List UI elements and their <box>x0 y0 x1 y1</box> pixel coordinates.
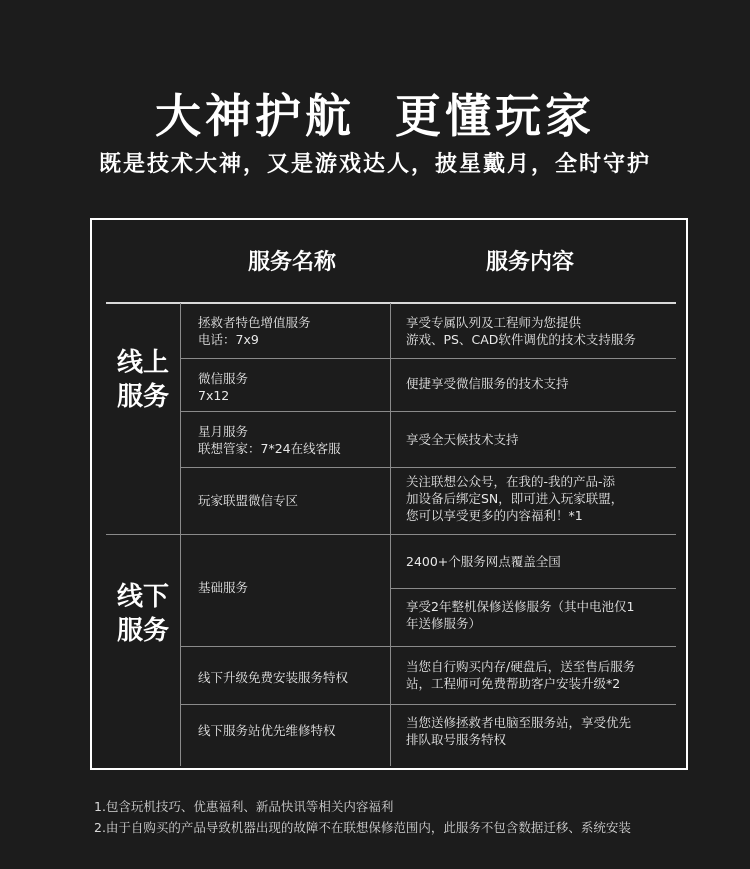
title-right: 更懂玩家 <box>395 89 595 143</box>
page-title <box>0 86 750 146</box>
service-content: 享受全天候技术支持 <box>406 432 519 447</box>
service-name: 线下服务站优先维修特权 <box>198 723 336 738</box>
footnote: 1.包含玩机技巧、优惠福利、新品快讯等相关内容福利 <box>94 799 394 814</box>
title-left: 大神护航 <box>155 89 355 143</box>
service-content: 关注联想公众号，在我的-我的产品-添 加设备后绑定SN，即可进入玩家联盟， 您可以享受更多的内容福利！*1 <box>406 474 624 523</box>
row-divider <box>390 588 676 589</box>
header-divider <box>106 302 676 304</box>
service-name: 微信服务 7x12 <box>198 371 249 403</box>
service-content: 享受专属队列及工程师为您提供 游戏、PS、CAD软件调优的技术支持服务 <box>406 315 636 347</box>
group-label-online: 线上服务 <box>116 348 169 412</box>
service-name: 星月服务 联想管家：7*24在线客服 <box>198 424 341 456</box>
group-label-offline: 线下服务 <box>116 582 169 646</box>
column-header-name: 服务名称 <box>247 250 336 275</box>
service-content: 便捷享受微信服务的技术支持 <box>406 376 569 391</box>
column-divider <box>180 303 181 766</box>
service-name: 基础服务 <box>198 580 249 595</box>
service-table <box>90 218 688 770</box>
row-divider <box>180 358 676 359</box>
service-content: 享受2年整机保修送修服务（其中电池仅1 年送修服务） <box>406 599 635 631</box>
row-divider <box>180 704 676 705</box>
column-header-content: 服务内容 <box>485 250 574 275</box>
service-content: 当您送修拯救者电脑至服务站，享受优先 排队取号服务特权 <box>406 715 632 747</box>
group-divider <box>106 534 676 535</box>
page-subtitle: 既是技术大神，又是游戏达人，披星戴月，全时守护 <box>98 152 651 177</box>
footnotes <box>94 796 734 838</box>
row-divider <box>180 646 676 647</box>
service-name: 线下升级免费安装服务特权 <box>198 670 349 685</box>
service-name: 玩家联盟微信专区 <box>198 493 299 508</box>
service-content: 当您自行购买内存/硬盘后，送至售后服务 站，工程师可免费帮助客户安装升级*2 <box>406 659 636 691</box>
service-content: 2400+个服务网点覆盖全国 <box>406 554 561 569</box>
row-divider <box>180 467 676 468</box>
service-name: 拯救者特色增值服务 电话：7x9 <box>198 315 311 347</box>
row-divider <box>180 411 676 412</box>
footnote: 2.由于自购买的产品导致机器出现的故障不在联想保修范围内，此服务不包含数据迁移、系统安装 <box>94 820 631 835</box>
